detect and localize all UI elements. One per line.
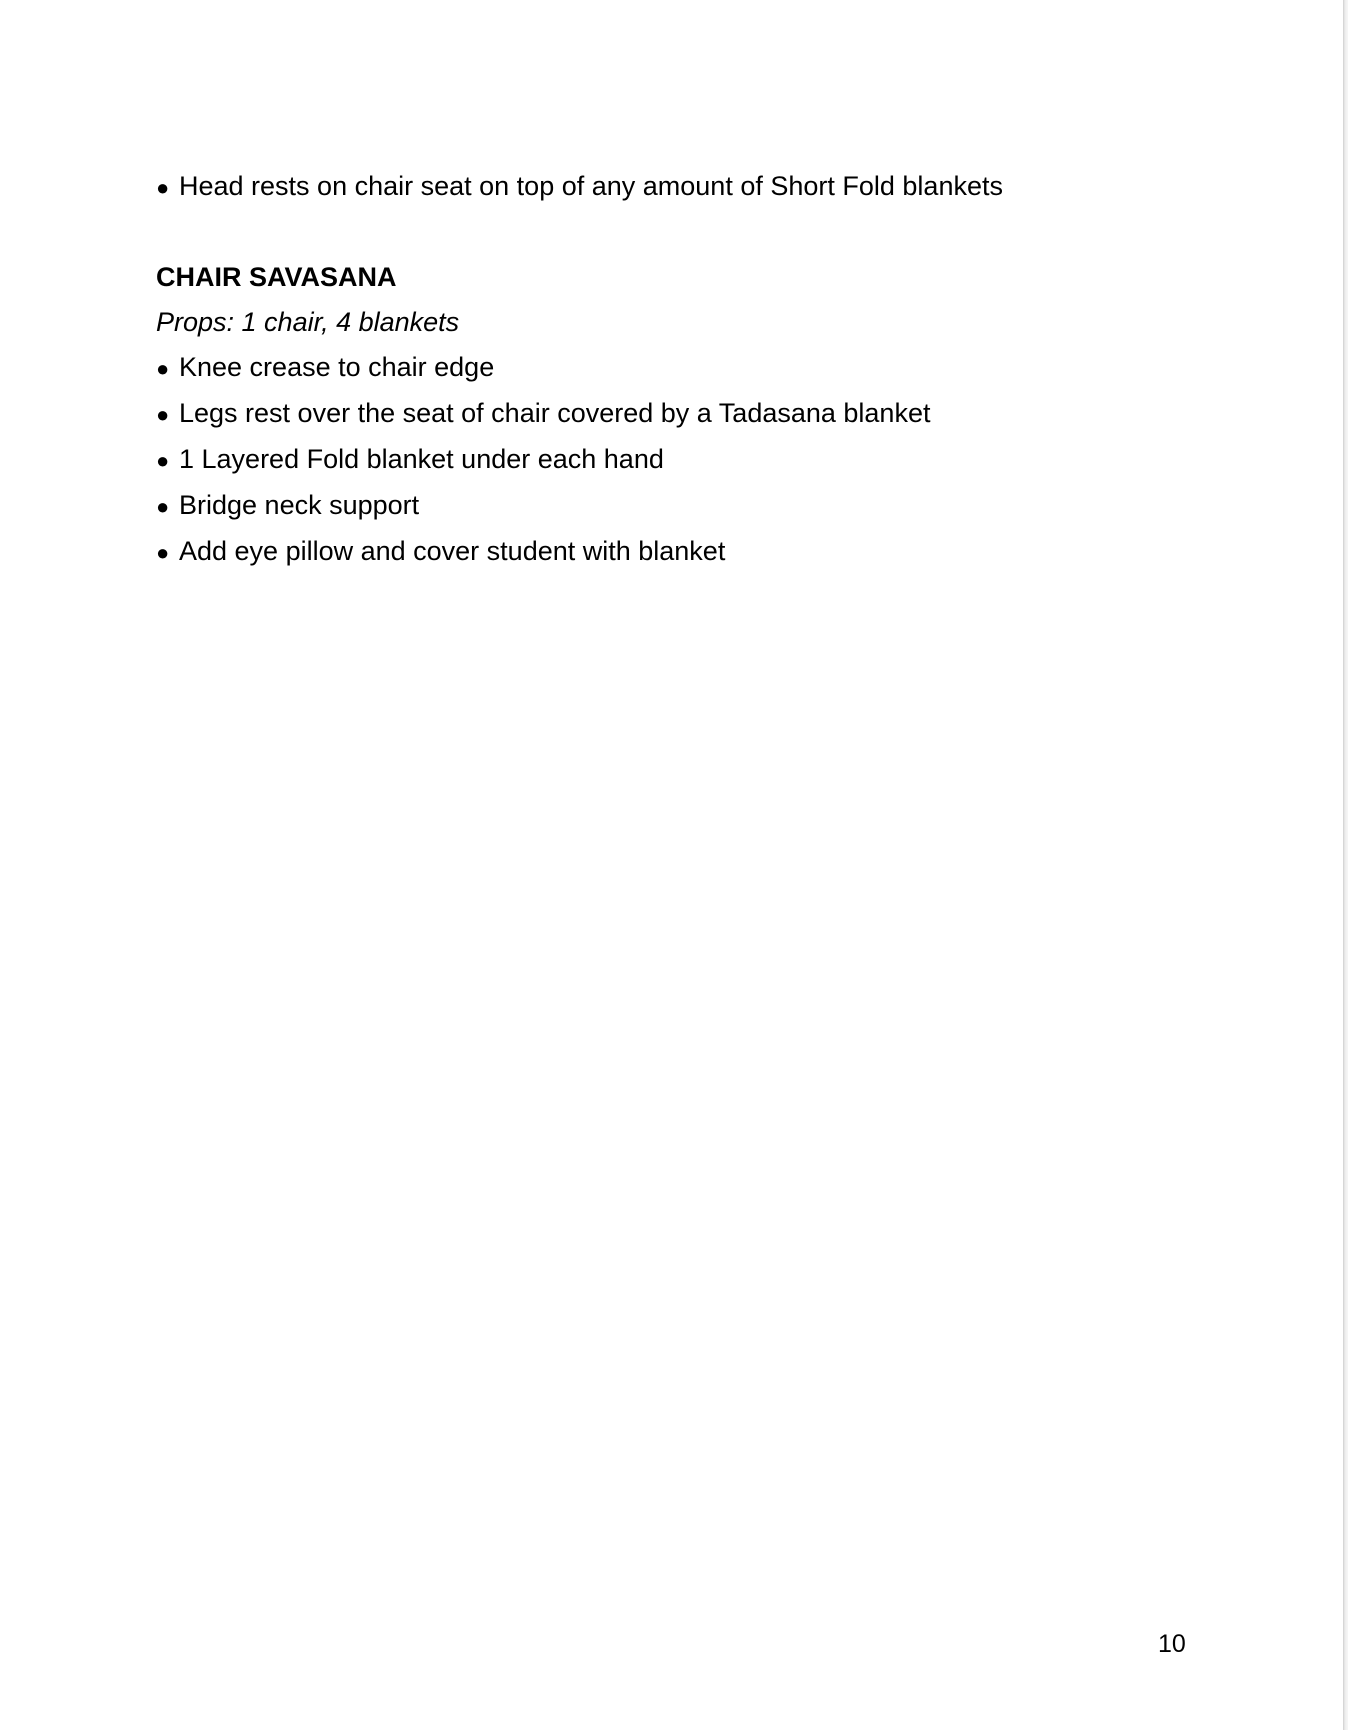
bullet-icon: ● [156, 448, 170, 473]
section-heading: CHAIR SAVASANA [156, 262, 397, 292]
list-item-text: 1 Layered Fold blanket under each hand [179, 444, 664, 474]
section-props: Props: 1 chair, 4 blankets [156, 307, 460, 337]
page-content [156, 164, 1216, 575]
page-number: 10 [1158, 1630, 1186, 1658]
bullet-icon: ● [156, 402, 170, 427]
page-edge-shadow [1343, 0, 1348, 1730]
bullet-icon: ● [156, 356, 170, 381]
list-item-text: Add eye pillow and cover student with blanket [179, 536, 726, 566]
list-item-text: Legs rest over the seat of chair covered by a Tadasana blanket [179, 398, 931, 428]
list-item-text: Knee crease to chair edge [179, 352, 495, 382]
list-item [156, 164, 1216, 210]
list-item [156, 391, 1216, 437]
list-item [156, 437, 1216, 483]
list-item [156, 483, 1216, 529]
bullet-icon: ● [156, 494, 170, 519]
bullet-icon: ● [156, 540, 170, 565]
list-item [156, 529, 1216, 575]
list-item [156, 345, 1216, 391]
list-item-text: Bridge neck support [179, 490, 420, 520]
list-item-text: Head rests on chair seat on top of any amount of Short Fold blankets [179, 171, 1003, 201]
bullet-icon: ● [156, 175, 170, 200]
